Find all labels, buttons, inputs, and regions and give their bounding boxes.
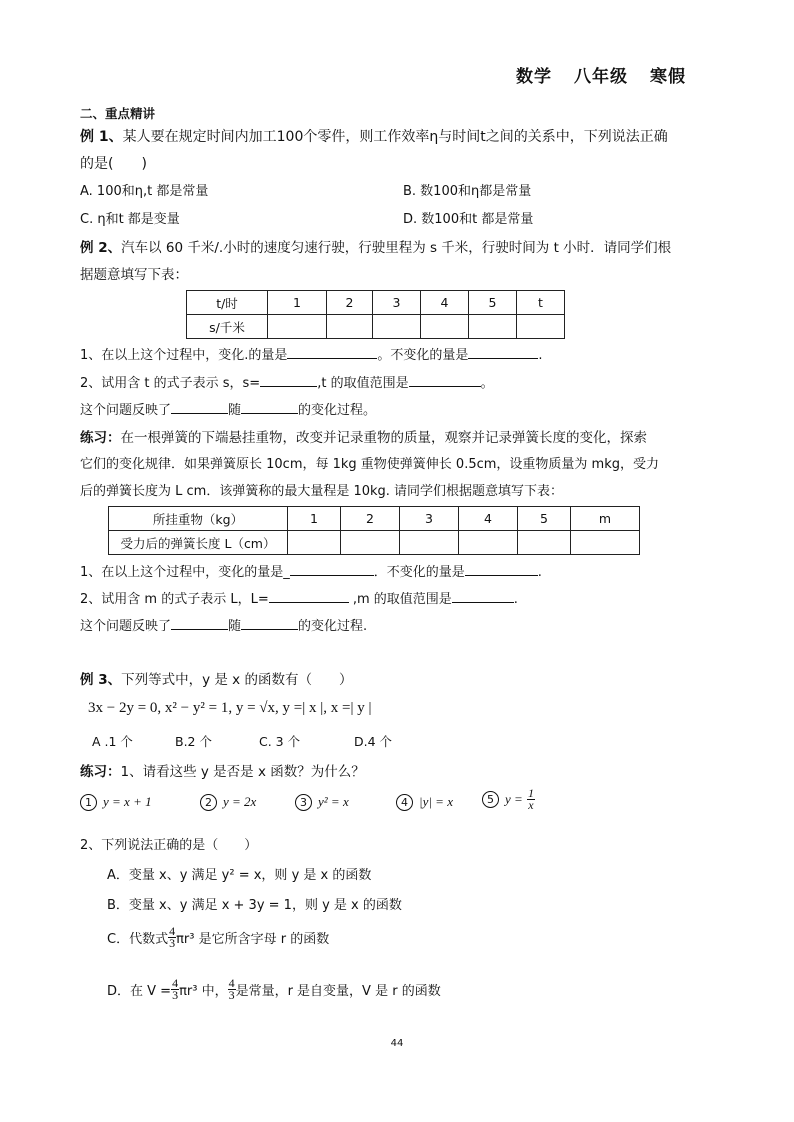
table-header-cell: 5 (469, 291, 517, 315)
table-cell-empty[interactable] (373, 315, 421, 339)
table-header-cell: 1 (288, 507, 341, 531)
practice1-line-a: 1、在以上这个过程中，变化的量是_ ．不变化的量是 . (80, 561, 542, 580)
ex2-table (186, 290, 565, 339)
circled-number-4: 4 (396, 794, 413, 811)
fraction: $\frac{4}{3}$ (172, 976, 179, 1002)
answer-blank[interactable] (269, 589, 349, 603)
table-header-cell: 3 (400, 507, 459, 531)
ex1-question-line1: 例 1、某人要在规定时间内加工100个零件，则工作效率η与时间t之间的关系中，下列说法正确 (80, 129, 668, 145)
practice2-option-b: B．变量 x、y 满足 x + 3y = 1，则 y 是 x 的函数 (107, 898, 402, 913)
answer-blank[interactable] (287, 345, 377, 359)
ex3-option-c: C. 3 个 (259, 734, 301, 749)
practice2-option-a: A．变量 x、y 满足 y² = x，则 y 是 x 的函数 (107, 868, 372, 883)
practice2-option-d: D．在 V = $\frac{4}{3}$ πr³ 中， $\frac{4}{3}$ 是常量，r 是自变量，V 是 r 的函数 (107, 976, 441, 1002)
page-header (494, 62, 686, 87)
answer-blank[interactable] (241, 616, 298, 630)
fraction: $\frac{1}{x}$ (527, 786, 534, 812)
practice1-table (108, 506, 640, 555)
ex1-option-b: B. 数100和η都是常量 (403, 184, 532, 199)
table-cell-empty[interactable] (268, 315, 327, 339)
ex3-question: 例 3、下列等式中，y 是 x 的函数有（ ） (80, 672, 353, 688)
table-cell-empty[interactable] (400, 531, 459, 555)
answer-blank[interactable] (452, 589, 514, 603)
table-row (187, 315, 565, 339)
answer-blank[interactable] (171, 400, 228, 414)
table-row (109, 531, 640, 555)
practice1-line1: 练习：在一根弹簧的下端悬挂重物，改变并记录重物的质量，观察并记录弹簧长度的变化，探索 (80, 430, 647, 446)
ex2-question-line1: 例 2、汽车以 60 千米/.小时的速度匀速行驶，行驶里程为 s 千米，行驶时间为 t 小时．请同学们根 (80, 240, 672, 256)
practice1-label: 练习： (80, 430, 121, 446)
table-cell-empty[interactable] (469, 315, 517, 339)
answer-blank[interactable] (409, 373, 481, 387)
table-header-cell: 2 (327, 291, 373, 315)
table-header-cell: t (517, 291, 565, 315)
practice2-option-c: C．代数式 $\frac{4}{3}$ πr³ 是它所含字母 r 的函数 (107, 924, 330, 950)
answer-blank[interactable] (468, 345, 538, 359)
ex3-option-b: B.2 个 (175, 734, 212, 749)
ex2-line3: 这个问题反映了 随 的变化过程。 (80, 399, 376, 418)
ex3-equations: 3x − 2y = 0, x² − y² = 1, y = √x, y =| x |, x =| y | (88, 700, 372, 716)
table-header-cell: m (571, 507, 640, 531)
table-row (187, 291, 565, 315)
table-header-cell: t/时 (187, 291, 268, 315)
table-cell-empty[interactable] (327, 315, 373, 339)
ex2-line2: 2、试用含 t 的式子表示 s，s= ,t 的取值范围是 。 (80, 372, 494, 391)
practice2-item-4: 4 |y| = x (396, 794, 453, 811)
fraction: $\frac{4}{3}$ (169, 924, 176, 950)
table-header-cell: 2 (341, 507, 400, 531)
ex1-option-a: A. 100和η,t 都是常量 (80, 184, 209, 199)
ex2-question-line2: 据题意填写下表： (80, 267, 188, 283)
section-title: 二、重点精讲 (80, 106, 156, 121)
table-cell-empty[interactable] (421, 315, 469, 339)
table-header-cell: 3 (373, 291, 421, 315)
practice1-line-b: 2、试用含 m 的式子表示 L，L= ,m 的取值范围是 . (80, 588, 518, 607)
ex2-label: 例 2、 (80, 240, 122, 256)
practice2-item-5: 5 y = $\frac{1}{x}$ (482, 788, 535, 811)
practice2-question2: 2、下列说法正确的是（ ） (80, 838, 258, 853)
table-header-cell: 1 (268, 291, 327, 315)
circled-number-5: 5 (482, 791, 499, 808)
practice2-label: 练习： (80, 764, 121, 780)
practice2-item-3: 3 y² = x (295, 794, 349, 811)
table-cell-empty[interactable] (518, 531, 571, 555)
table-row-label: 受力后的弹簧长度 L（cm） (109, 531, 288, 555)
table-cell-empty[interactable] (571, 531, 640, 555)
circled-number-2: 2 (200, 794, 217, 811)
ex1-option-d: D. 数100和t 都是常量 (403, 212, 534, 227)
ex1-label: 例 1、 (80, 129, 123, 145)
ex2-line1: 1、在以上这个过程中，变化.的量是 。不变化的量是 . (80, 344, 543, 363)
answer-blank[interactable] (260, 373, 317, 387)
table-row-label: s/千米 (187, 315, 268, 339)
practice2-question1: 练习：1、请看这些 y 是否是 x 函数？为什么？ (80, 764, 365, 780)
table-header-cell: 4 (421, 291, 469, 315)
table-header-cell: 4 (459, 507, 518, 531)
table-cell-empty[interactable] (288, 531, 341, 555)
ex3-label: 例 3、 (80, 672, 122, 688)
header-term: 寒假 (650, 67, 686, 87)
answer-blank[interactable] (465, 562, 538, 576)
table-cell-empty[interactable] (459, 531, 518, 555)
table-header-cell: 5 (518, 507, 571, 531)
ex1-question-line2: 的是( ) (80, 156, 147, 172)
practice1-line-c: 这个问题反映了 随 的变化过程. (80, 615, 367, 634)
practice1-line3: 后的弹簧长度为 L cm．该弹簧称的最大量程是 10kg. 请同学们根据题意填写下表： (80, 484, 564, 499)
table-cell-empty[interactable] (341, 531, 400, 555)
answer-blank[interactable] (171, 616, 228, 630)
answer-blank[interactable] (241, 400, 298, 414)
table-header-cell: 所挂重物（kg） (109, 507, 288, 531)
circled-number-1: 1 (80, 794, 97, 811)
table-row (109, 507, 640, 531)
circled-number-3: 3 (295, 794, 312, 811)
page-number: 44 (390, 1038, 404, 1049)
ex3-option-a: A .1 个 (92, 734, 133, 749)
table-cell-empty[interactable] (517, 315, 565, 339)
answer-blank[interactable] (290, 562, 374, 576)
ex1-option-c: C. η和t 都是变量 (80, 212, 180, 227)
practice2-item-2: 2 y = 2x (200, 794, 256, 811)
ex3-option-d: D.4 个 (354, 734, 393, 749)
practice1-line2: 它们的变化规律．如果弹簧原长 10cm，每 1kg 重物使弹簧伸长 0.5cm，设重物质量为 mkg，受力 (80, 457, 659, 472)
practice2-item-1: 1 y = x + 1 (80, 794, 152, 811)
fraction: $\frac{4}{3}$ (228, 976, 235, 1002)
header-grade: 八年级 (574, 67, 628, 87)
header-subject: 数学 (516, 67, 552, 87)
